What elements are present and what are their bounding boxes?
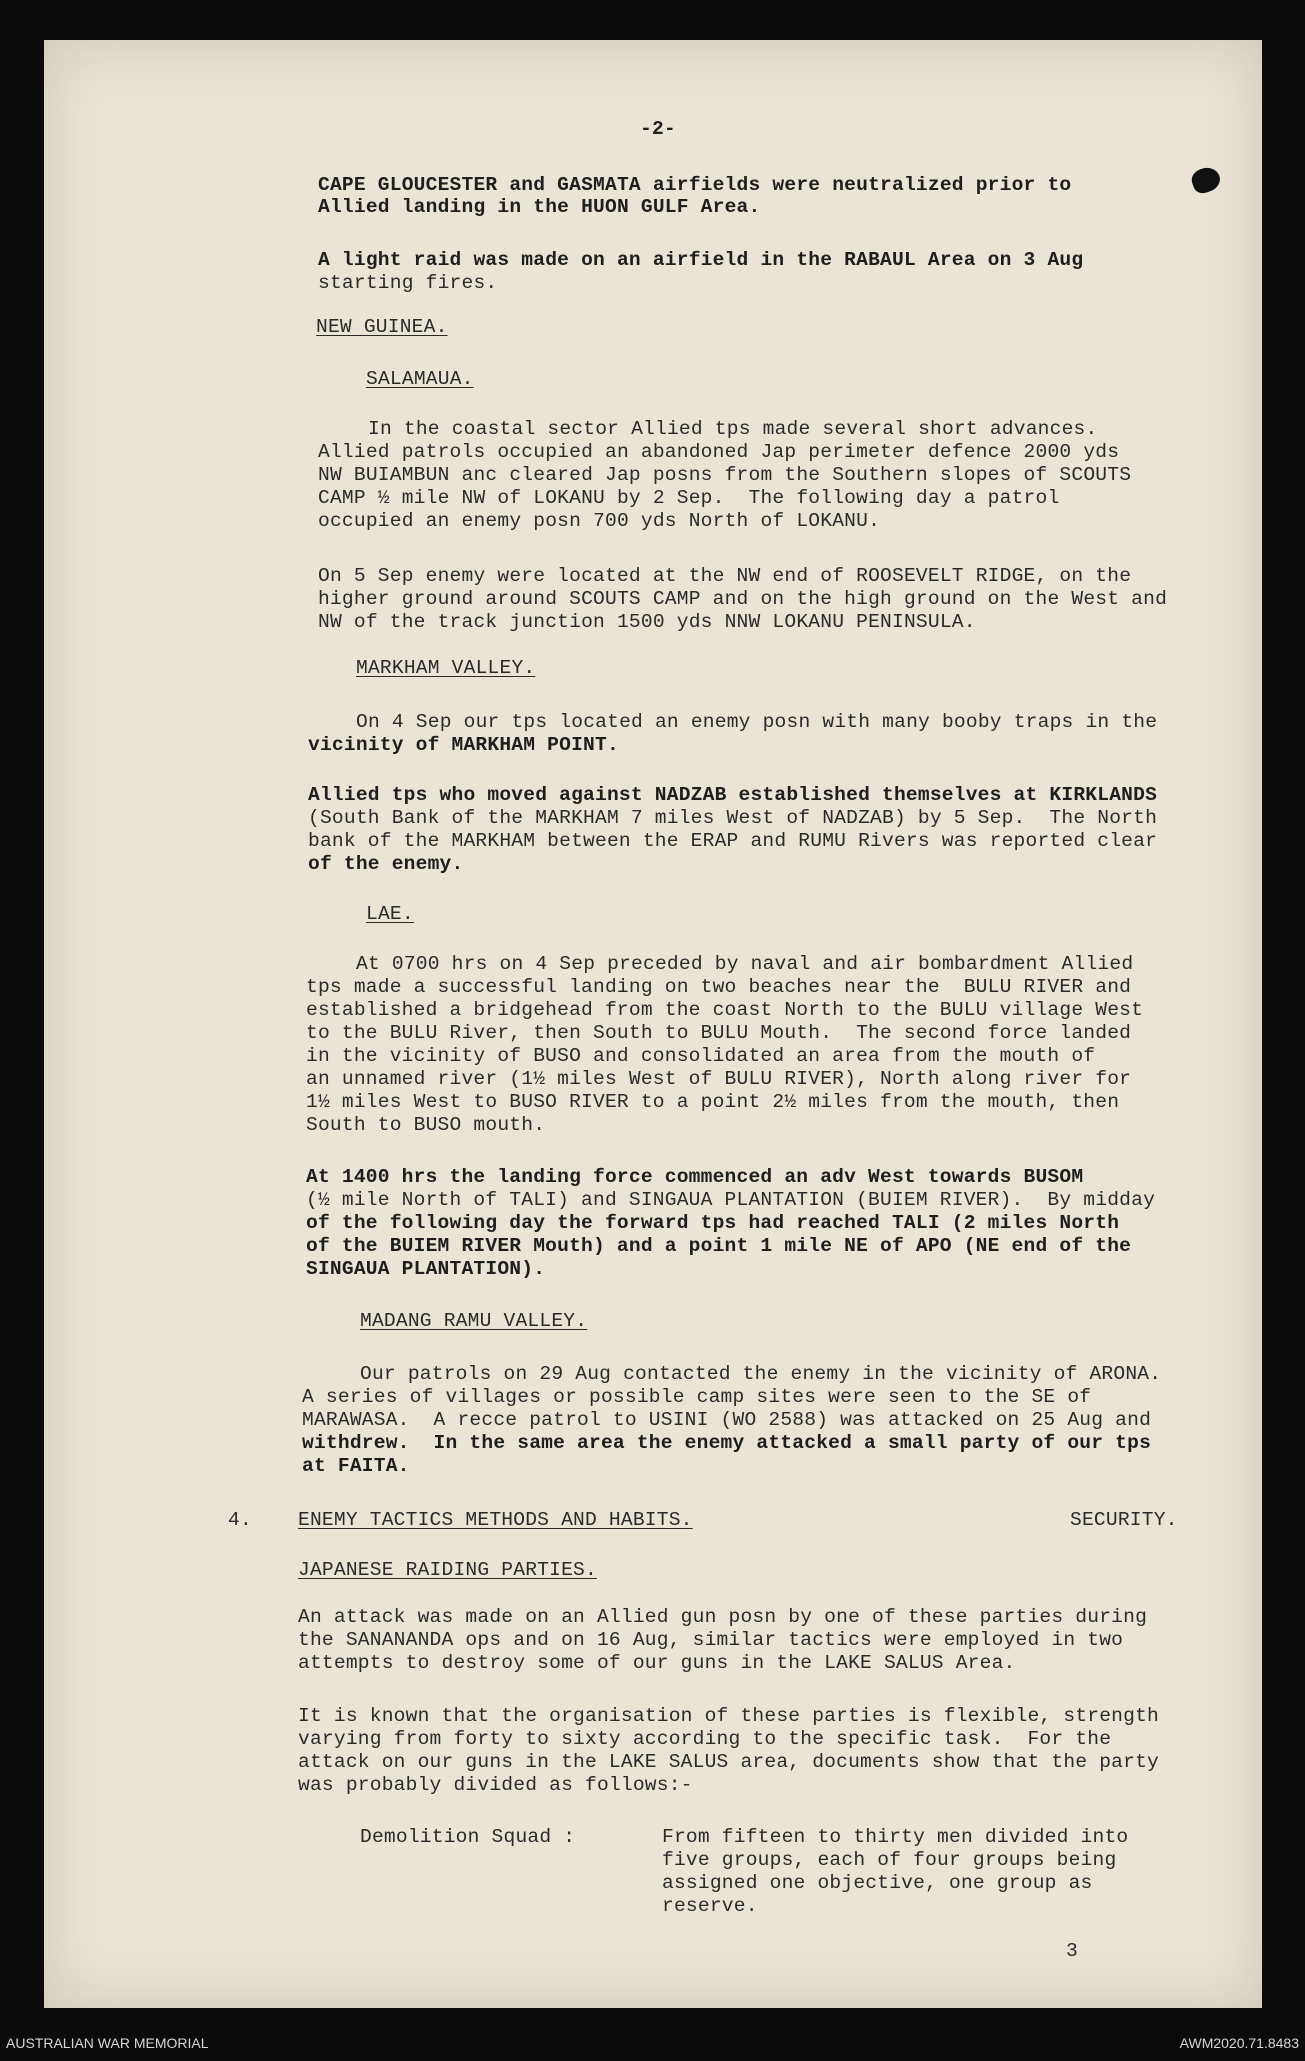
text-line: 4.: [228, 1509, 252, 1531]
page-corner-mark: 3: [1066, 1940, 1078, 1962]
text-line: Allied landing in the HUON GULF Area.: [318, 196, 761, 218]
text-line: of the BUIEM RIVER Mouth) and a point 1 mile NE of APO (NE end of the: [306, 1235, 1132, 1257]
section-heading: MARKHAM VALLEY.: [356, 657, 536, 679]
text-line: at FAITA.: [302, 1455, 410, 1477]
text-line: was probably divided as follows:-: [298, 1774, 693, 1796]
section-heading: JAPANESE RAIDING PARTIES.: [298, 1559, 597, 1581]
text-line: occupied an enemy posn 700 yds North of LOKANU.: [318, 510, 881, 532]
text-line: At 1400 hrs the landing force commenced an adv West towards BUSOM: [306, 1166, 1084, 1188]
text-line: attempts to destroy some of our guns in the LAKE SALUS Area.: [298, 1652, 1016, 1674]
text-line: In the coastal sector Allied tps made several short advances.: [368, 418, 1098, 440]
section-heading: NEW GUINEA.: [316, 316, 448, 338]
text-line: Allied patrols occupied an abandoned Jap perimeter defence 2000 yds: [318, 441, 1120, 463]
section-heading: SALAMAUA.: [366, 368, 474, 390]
text-line: South to BUSO mouth.: [306, 1114, 546, 1136]
text-line: to the BULU River, then South to BULU Mouth. The second force landed: [306, 1022, 1132, 1044]
text-line: A light raid was made on an airfield in the RABAUL Area on 3 Aug: [318, 249, 1084, 271]
text-line: 1½ miles West to BUSO RIVER to a point 2½ miles from the mouth, then: [306, 1091, 1120, 1113]
text-line: An attack was made on an Allied gun posn by one of these parties during: [298, 1606, 1148, 1628]
text-line: varying from forty to sixty according to the specific task. For the: [298, 1728, 1112, 1750]
text-line: Our patrols on 29 Aug contacted the enemy in the vicinity of ARONA.: [360, 1363, 1162, 1385]
text-line: established a bridgehead from the coast North to the BULU village West: [306, 999, 1144, 1021]
text-line: SECURITY.: [1070, 1509, 1178, 1531]
text-line: of the following day the forward tps had reached TALI (2 miles North: [306, 1212, 1120, 1234]
text-line: bank of the MARKHAM between the ERAP and RUMU Rivers was reported clear: [308, 830, 1158, 852]
text-line: CAPE GLOUCESTER and GASMATA airfields were neutralized prior to: [318, 174, 1072, 196]
footer-right: AWM2020.71.8483: [1179, 2035, 1299, 2051]
text-line: higher ground around SCOUTS CAMP and on the high ground on the West and: [318, 588, 1168, 610]
text-line: NW BUIAMBUN anc cleared Jap posns from the Southern slopes of SCOUTS: [318, 464, 1132, 486]
page-number: -2-: [640, 118, 676, 140]
text-line: CAMP ½ mile NW of LOKANU by 2 Sep. The following day a patrol: [318, 487, 1060, 509]
text-line: It is known that the organisation of these parties is flexible, strength: [298, 1705, 1159, 1727]
text-line: SINGAUA PLANTATION).: [306, 1258, 546, 1280]
text-line: assigned one objective, one group as: [662, 1872, 1093, 1894]
text-line: vicinity of MARKHAM POINT.: [308, 734, 619, 756]
text-line: five groups, each of four groups being: [662, 1849, 1117, 1871]
section-heading: MADANG RAMU VALLEY.: [360, 1310, 588, 1332]
text-line: Allied tps who moved against NADZAB established themselves at KIRKLANDS: [308, 784, 1158, 806]
text-line: attack on our guns in the LAKE SALUS area, documents show that the party: [298, 1751, 1159, 1773]
text-line: (½ mile North of TALI) and SINGAUA PLANTATION (BUIEM RIVER). By midday: [306, 1189, 1156, 1211]
text-line: At 0700 hrs on 4 Sep preceded by naval and air bombardment Allied: [356, 953, 1134, 975]
text-line: A series of villages or possible camp sites were seen to the SE of: [302, 1386, 1092, 1408]
text-line: (South Bank of the MARKHAM 7 miles West of NADZAB) by 5 Sep. The North: [308, 807, 1158, 829]
text-line: On 5 Sep enemy were located at the NW end of ROOSEVELT RIDGE, on the: [318, 565, 1132, 587]
text-line: the SANANANDA ops and on 16 Aug, similar tactics were employed in two: [298, 1629, 1124, 1651]
text-line: On 4 Sep our tps located an enemy posn with many booby traps in the: [356, 711, 1158, 733]
text-line: NW of the track junction 1500 yds NNW LOKANU PENINSULA.: [318, 611, 976, 633]
section-heading: ENEMY TACTICS METHODS AND HABITS.: [298, 1509, 693, 1531]
text-line: starting fires.: [318, 272, 498, 294]
text-line: reserve.: [662, 1895, 758, 1917]
text-line: an unnamed river (1½ miles West of BULU RIVER), North along river for: [306, 1068, 1132, 1090]
text-line: Demolition Squad :: [360, 1826, 576, 1848]
footer-left: AUSTRALIAN WAR MEMORIAL: [6, 2035, 209, 2051]
text-line: tps made a successful landing on two beaches near the BULU RIVER and: [306, 976, 1132, 998]
section-heading: LAE.: [366, 903, 414, 925]
punch-hole: [1189, 164, 1224, 196]
text-line: of the enemy.: [308, 853, 464, 875]
text-line: withdrew. In the same area the enemy attacked a small party of our tps: [302, 1432, 1152, 1454]
text-line: From fifteen to thirty men divided into: [662, 1826, 1129, 1848]
text-line: in the vicinity of BUSO and consolidated an area from the mouth of: [306, 1045, 1096, 1067]
text-line: MARAWASA. A recce patrol to USINI (WO 2588) was attacked on 25 Aug and: [302, 1409, 1152, 1431]
